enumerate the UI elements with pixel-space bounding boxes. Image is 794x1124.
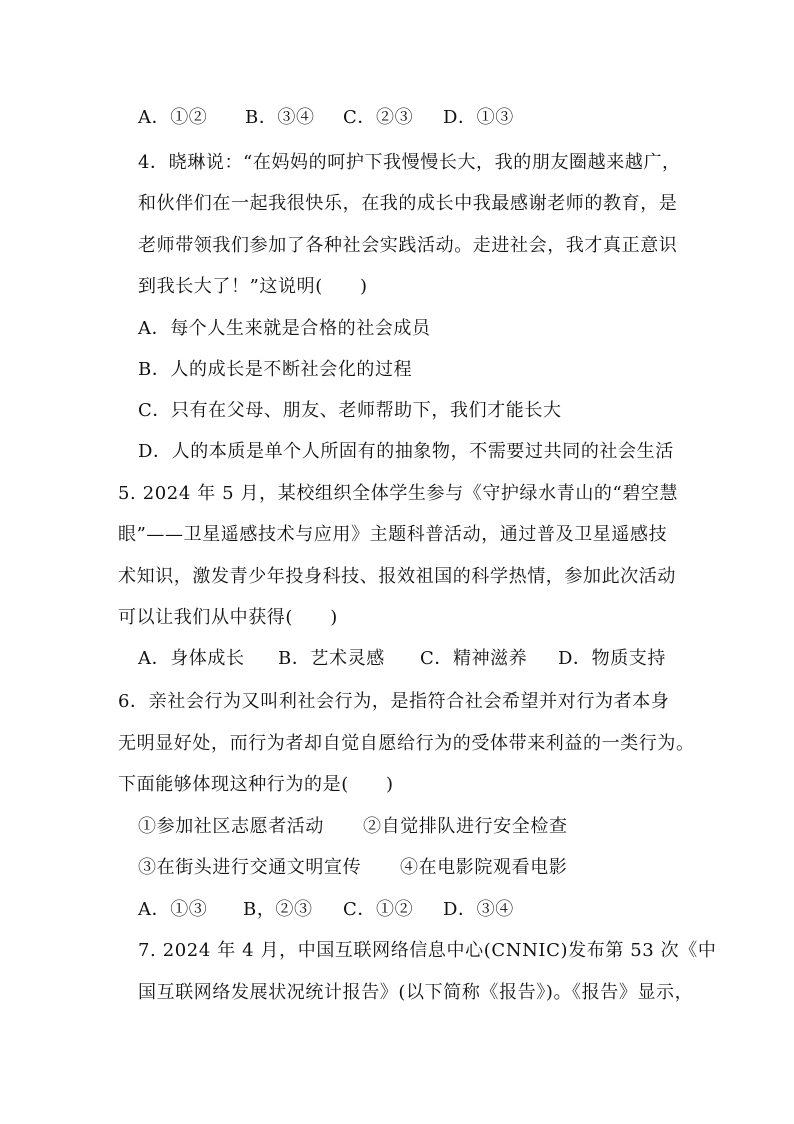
q5-option-b: B．艺术灵感 <box>278 648 385 669</box>
q3-option-a: A．①② <box>138 107 208 128</box>
q3-option-c: C．②③ <box>343 107 414 128</box>
q6-item-4: ④在电影院观看电影 <box>400 857 568 878</box>
q4-stem-line-1: 4．晓琳说：“在妈妈的呵护下我慢慢长大，我的朋友圈越来越广， <box>138 152 681 173</box>
q6-stem-line-1: 6．亲社会行为又叫利社会行为，是指符合社会希望并对行为者本身 <box>118 691 670 712</box>
q5-option-d: D．物质支持 <box>558 648 667 669</box>
q5-option-a: A．身体成长 <box>138 648 245 669</box>
q6-item-1: ①参加社区志愿者活动 <box>138 816 324 837</box>
q5-option-c: C．精神滋养 <box>420 648 528 669</box>
q4-option-c: C．只有在父母、朋友、老师帮助下，我们才能长大 <box>138 400 562 421</box>
q5-stem-line-3: 术知识，激发青少年投身科技、报效祖国的科学热情，参加此次活动 <box>118 566 676 587</box>
q6-option-d: D．③④ <box>443 899 514 920</box>
q6-item-2: ②自觉排队进行安全检查 <box>363 816 568 837</box>
q3-option-b: B．③④ <box>245 107 315 128</box>
q3-option-d: D．①③ <box>443 107 514 128</box>
q4-option-b: B．人的成长是不断社会化的过程 <box>138 359 413 380</box>
q4-stem-line-4: 到我长大了！”这说明( ) <box>138 276 368 297</box>
q5-stem-line-1: 5. 2024 年 5 月，某校组织全体学生参与《守护绿水青山的“碧空慧 <box>118 483 679 504</box>
q4-option-a: A．每个人生来就是合格的社会成员 <box>138 318 431 339</box>
q5-stem-line-4: 可以让我们从中获得( ) <box>118 607 338 628</box>
q6-option-a: A．①③ <box>138 899 208 920</box>
q6-stem-line-3: 下面能够体现这种行为的是( ) <box>118 774 394 795</box>
q6-option-c: C．①② <box>343 899 414 920</box>
q6-stem-line-2: 无明显好处，而行为者却自觉自愿给行为的受体带来利益的一类行为。 <box>118 733 695 754</box>
q4-option-d: D．人的本质是单个人所固有的抽象物，不需要过共同的社会生活 <box>138 441 674 462</box>
q6-item-3: ③在街头进行交通文明宣传 <box>138 857 362 878</box>
q5-stem-line-2: 眼”——卫星遥感技术与应用》主题科普活动，通过普及卫星遥感技 <box>118 524 668 545</box>
q6-option-b: B，②③ <box>243 899 313 920</box>
q4-stem-line-2: 和伙伴们在一起我很快乐，在我的成长中我最感谢老师的教育，是 <box>138 193 678 214</box>
q7-stem-line-2: 国互联网络发展状况统计报告》(以下简称《报告》)。《报告》显示， <box>138 982 694 1003</box>
q7-stem-line-1: 7. 2024 年 4 月，中国互联网络信息中心(CNNIC)发布第 53 次《中 <box>138 940 717 961</box>
q4-stem-line-3: 老师带领我们参加了各种社会实践活动。走进社会，我才真正意识 <box>138 235 678 256</box>
